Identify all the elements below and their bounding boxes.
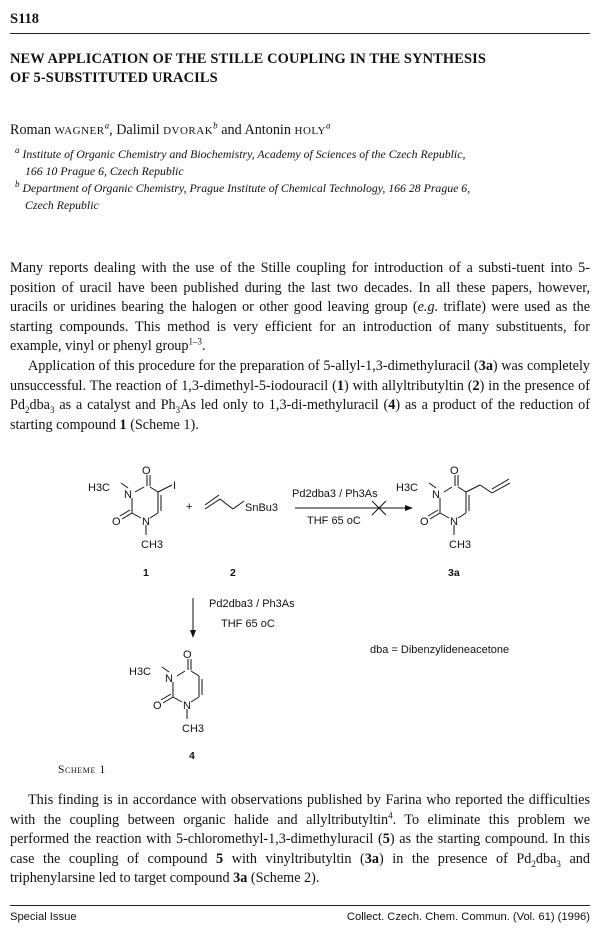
author-sep-2: and bbox=[217, 122, 245, 138]
p3-text-4: with vinyltributyltin ( bbox=[223, 850, 365, 867]
cmpd3a-ch3: CH3 bbox=[449, 539, 472, 551]
affiliation-a bbox=[15, 146, 575, 179]
title-line-1: NEW APPLICATION OF THE STILLE COUPLING IN THE SYNTHESIS bbox=[10, 51, 487, 67]
reagent-top: Pd2dba3 / Ph3As bbox=[292, 488, 378, 500]
cmpd1-n1: N bbox=[142, 516, 150, 528]
p2-text-6: as a catalyst and Ph bbox=[54, 397, 176, 414]
cmpd3a-n1: N bbox=[450, 516, 458, 528]
plus-sign: + bbox=[186, 501, 193, 513]
paper-title bbox=[10, 50, 590, 88]
cmpd1-iodo: I bbox=[173, 480, 177, 492]
cmpd3a-h3c: H3C bbox=[396, 482, 419, 494]
author-2-last: DVORAK bbox=[163, 125, 214, 137]
author-3-last: HOLY bbox=[294, 125, 326, 137]
affiliation-b-line1: Department of Organic Chemistry, Prague Institute of Chemical Technology, 166 28 Prague 6, bbox=[22, 181, 471, 195]
scheme-caption-text: Scheme 1 bbox=[58, 764, 106, 776]
p3-text-3: ) as the starting compound. In this case the coupling of compound bbox=[10, 831, 590, 867]
arrow-head-down bbox=[190, 630, 196, 638]
p3-cmpd-5b: 5 bbox=[216, 850, 224, 867]
cmpd2-label: 2 bbox=[230, 567, 236, 579]
p1-text-2: triflate) were used as the starting compounds. This method is very efficient for an introduction of many substituents, for example, vinyl or phenyl group bbox=[10, 299, 590, 355]
p2-cmpd-3a: 3a bbox=[478, 357, 493, 374]
cmpd1-label: 1 bbox=[143, 567, 149, 579]
footer-rule bbox=[10, 905, 590, 906]
p2-text-1: Application of this procedure for the preparation of 5-allyl-1,3-dimethyluracil ( bbox=[28, 357, 479, 374]
p3-sub-1: 2 bbox=[531, 858, 536, 869]
p2-sub-1: 2 bbox=[24, 404, 30, 415]
title-line-2: OF 5-SUBSTITUTED URACILS bbox=[10, 70, 218, 86]
p3-cmpd-3a-2: 3a bbox=[233, 870, 248, 887]
p2-text-8: ) as a product of the reduction of starting compound bbox=[10, 397, 590, 433]
p1-eg: e.g. bbox=[417, 299, 439, 316]
arrow-head-right bbox=[405, 505, 413, 511]
p3-text-6: dba bbox=[535, 850, 557, 867]
author-2-affil: b bbox=[213, 120, 218, 131]
header-rule bbox=[10, 33, 590, 34]
affiliation-b-mark: b bbox=[15, 179, 20, 190]
cmpd1-ch3: CH3 bbox=[141, 539, 164, 551]
p2-cmpd-1b: 1 bbox=[119, 416, 127, 433]
p2-cmpd-1: 1 bbox=[336, 377, 344, 394]
affiliation-b-line2: Czech Republic bbox=[25, 197, 99, 212]
author-2-first: Dalimil bbox=[116, 122, 164, 138]
page-code: S118 bbox=[10, 11, 40, 27]
cmpd4-n1: N bbox=[183, 700, 191, 712]
cmpd3a-o2: O bbox=[420, 516, 429, 528]
footer-left: Special Issue bbox=[10, 911, 77, 923]
cmpd3a-n3: N bbox=[432, 489, 440, 501]
p2-cmpd-2: 2 bbox=[472, 377, 480, 394]
paragraph-2 bbox=[10, 357, 590, 435]
cmpd4-o2: O bbox=[153, 700, 162, 712]
p2-text-5: dba bbox=[29, 397, 50, 414]
affiliation-a-line2: 166 10 Prague 6, Czech Republic bbox=[25, 163, 184, 178]
p2-text-3: ) with allyltributyltin ( bbox=[343, 377, 473, 394]
p2-text-7: As led only to 1,3-di-methyluracil ( bbox=[180, 397, 389, 414]
p2-text-9: (Scheme 1). bbox=[126, 416, 199, 433]
p2-sub-2: 3 bbox=[49, 404, 55, 415]
cmpd4-h3c: H3C bbox=[129, 666, 152, 678]
p3-text-5: ) in the presence of Pd bbox=[378, 850, 532, 867]
conditions-down: THF 65 oC bbox=[221, 618, 275, 630]
p3-text-2: . To eliminate this problem we performed the reaction with 5-chloromethyl-1,3-dimethyluracil ( bbox=[10, 811, 591, 848]
affiliation-a-mark: a bbox=[15, 145, 20, 156]
cmpd1-o2: O bbox=[112, 516, 121, 528]
cmpd1-h3c: H3C bbox=[88, 482, 111, 494]
cmpd2-snbu3: SnBu3 bbox=[245, 502, 279, 514]
cmpd4-o4: O bbox=[183, 649, 192, 661]
paragraph-3 bbox=[10, 791, 590, 889]
scheme-caption bbox=[58, 764, 106, 776]
cmpd1-n3: N bbox=[124, 489, 132, 501]
conditions-top: THF 65 oC bbox=[307, 515, 361, 527]
p1-text-1: Many reports dealing with the use of the Stille coupling for introduction of a substi-tuent into 5-position of uracil have been published during the last two decades. In all these papers, however, uracils or uridines bearing the halogen or other good leaving group ( bbox=[10, 260, 590, 316]
reaction-scheme bbox=[0, 455, 600, 765]
paragraph-1 bbox=[10, 259, 590, 357]
p1-text-3: . bbox=[202, 338, 206, 355]
cmpd1-o4: O bbox=[142, 465, 151, 477]
p3-text-1: This finding is in accordance with observations published by Farina who reported the difficulties with the coupling between organic halide and allyltributyltin bbox=[10, 792, 590, 828]
intro-body bbox=[10, 259, 590, 435]
p2-sub-3: 3 bbox=[175, 404, 181, 415]
p2-text-2: ) was completely unsuccessful. The reaction of 1,3-dimethyl-5-iodouracil ( bbox=[10, 357, 591, 394]
author-list bbox=[10, 122, 330, 139]
p1-ref: 1–3 bbox=[188, 336, 202, 347]
p3-cmpd-3a: 3a bbox=[364, 850, 379, 867]
author-3-affil: a bbox=[325, 120, 331, 131]
cmpd3a-label: 3a bbox=[448, 567, 460, 579]
p2-text-4: ) in the presence of Pd bbox=[10, 377, 590, 414]
author-3-first: Antonin bbox=[244, 122, 295, 138]
p3-sub-2: 3 bbox=[556, 858, 561, 869]
reagent-down: Pd2dba3 / Ph3As bbox=[209, 598, 295, 610]
p3-cmpd-5: 5 bbox=[382, 831, 390, 848]
p3-text-8: (Scheme 2). bbox=[247, 870, 320, 887]
author-sep-1: , bbox=[109, 122, 117, 138]
body-continued bbox=[10, 791, 590, 889]
p3-text-7: and triphenylarsine led to target compound bbox=[10, 850, 590, 887]
p2-cmpd-4: 4 bbox=[388, 397, 396, 414]
author-1-affil: a bbox=[104, 120, 110, 131]
footer-right: Collect. Czech. Chem. Commun. (Vol. 61) (1996) bbox=[346, 911, 590, 923]
author-1-first: Roman bbox=[10, 122, 55, 138]
dba-note: dba = Dibenzylideneacetone bbox=[370, 644, 510, 656]
cmpd4-ch3: CH3 bbox=[182, 723, 205, 735]
author-1-last: WAGNER bbox=[54, 125, 105, 137]
cmpd4-label: 4 bbox=[189, 750, 195, 762]
cmpd4-n3: N bbox=[165, 673, 173, 685]
affiliation-a-line1: Institute of Organic Chemistry and Biochemistry, Academy of Sciences of the Czech Republic, bbox=[22, 147, 466, 161]
affiliation-b bbox=[15, 180, 575, 213]
p3-ref: 4 bbox=[388, 809, 393, 820]
cmpd3a-o4: O bbox=[450, 465, 459, 477]
